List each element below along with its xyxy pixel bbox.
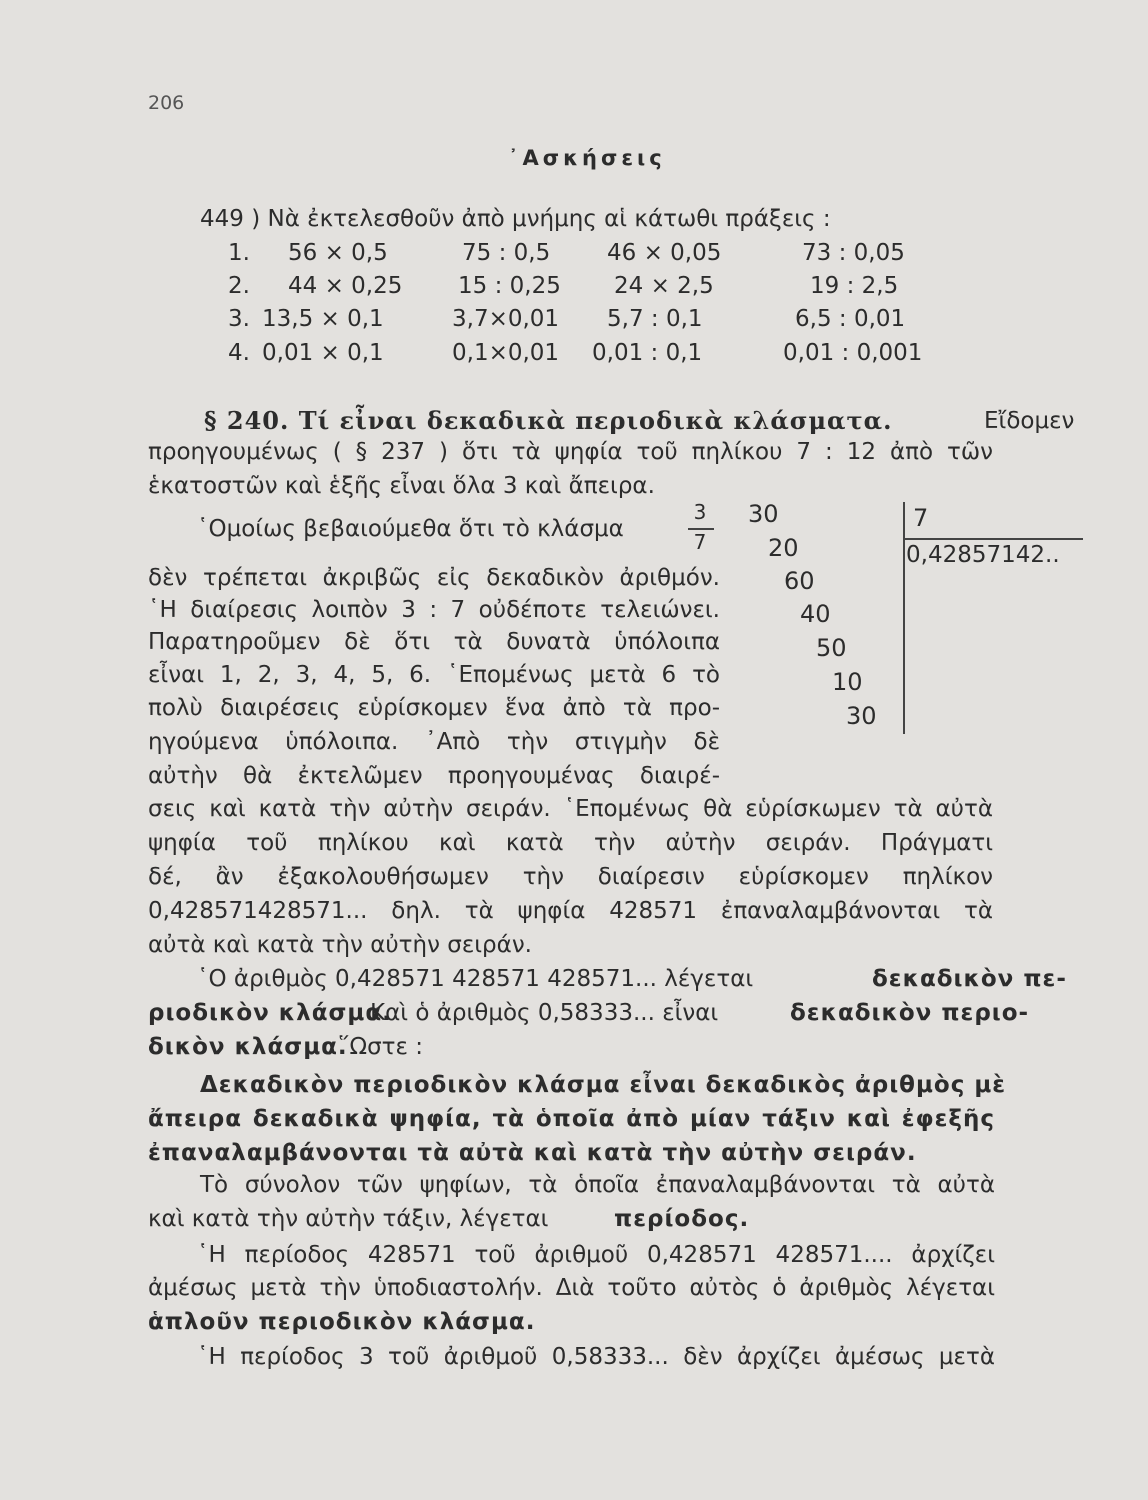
- row-number: 2.: [228, 273, 250, 299]
- text-line: ῾Ομοίως βεβαιούμεθα ὅτι τὸ κλάσμα: [197, 516, 624, 542]
- remainder: 50: [816, 634, 847, 662]
- definition-line: ἐπαναλαμβάνονται τὰ αὐτὰ καὶ κατὰ τὴν αὐτὴν σειράν.: [148, 1140, 917, 1166]
- exercise-item: 3,7×0,01: [452, 306, 560, 332]
- definition-line: ἄπειρα δεκαδικὰ ψηφία, τὰ ὁποῖα ἀπὸ μίαν τάξιν καὶ ἐφεξῆς: [148, 1106, 995, 1132]
- text-line: αὐτὰ καὶ κατὰ τὴν αὐτὴν σειράν.: [148, 932, 532, 958]
- text-line: δὲν τρέπεται ἀκριβῶς εἰς δεκαδικὸν ἀριθμόν.: [148, 565, 720, 591]
- definition-line: Δεκαδικὸν περιοδικὸν κλάσμα εἶναι δεκαδικὸς ἀριθμὸς μὲ: [200, 1072, 1007, 1098]
- quotient: 0,42857142..: [906, 542, 1060, 568]
- exercise-item: 0,01 : 0,001: [783, 340, 923, 366]
- bold-term: δεκαδικὸν πε-: [872, 966, 1067, 992]
- text-line: ηγούμενα ὑπόλοιπα. ᾽Απὸ τὴν στιγμὴν δὲ: [148, 729, 720, 755]
- exercise-item: 13,5 × 0,1: [262, 306, 384, 332]
- text-line: ψηφία τοῦ πηλίκου καὶ κατὰ τὴν αὐτὴν σειράν. Πράγματι: [148, 830, 993, 856]
- text-line: ῾Ο ἀριθμὸς 0,428571 428571 428571... λέγεται: [197, 966, 754, 992]
- remainder: 20: [768, 534, 799, 562]
- exercise-item: 56 × 0,5: [288, 240, 388, 266]
- text-line: εἶναι 1, 2, 3, 4, 5, 6. ῾Επομένως μετὰ 6 τὸ: [148, 662, 720, 688]
- exercise-item: 44 × 0,25: [288, 273, 403, 299]
- text-line: ῾Η διαίρεσις λοιπὸν 3 : 7 οὐδέποτε τελειώνει.: [148, 597, 720, 623]
- bold-term: περίοδος.: [614, 1206, 750, 1232]
- text-line: Παρατηροῦμεν δὲ ὅτι τὰ δυνατὰ ὑπόλοιπα: [148, 629, 720, 655]
- text-line: Εἴδομεν: [984, 408, 1075, 434]
- row-number: 1.: [228, 240, 250, 266]
- text-line: ῾Η περίοδος 428571 τοῦ ἀριθμοῦ 0,428571 428571.... ἀρχίζει: [197, 1242, 995, 1268]
- text-line: Καὶ ὁ ἀριθμὸς 0,58333... εἶναι: [370, 1000, 719, 1026]
- text-line: 0,428571428571... δηλ. τὰ ψηφία 428571 ἐπαναλαμβάνονται τὰ: [148, 898, 993, 924]
- remainder: 60: [784, 567, 815, 595]
- exercise-item: 46 × 0,05: [607, 240, 722, 266]
- text-line: Τὸ σύνολον τῶν ψηφίων, τὰ ὁποῖα ἐπαναλαμβάνονται τὰ αὐτὰ: [200, 1172, 995, 1198]
- text-line: ῾Η περίοδος 3 τοῦ ἀριθμοῦ 0,58333... δὲν ἀρχίζει ἀμέσως μετὰ: [197, 1344, 995, 1370]
- text-line: ἑκατοστῶν καὶ ἑξῆς εἶναι ὅλα 3 καὶ ἄπειρα.: [148, 473, 655, 499]
- text-line: ῞Ωστε :: [338, 1034, 423, 1060]
- exercise-item: 73 : 0,05: [802, 240, 905, 266]
- exercise-item: 19 : 2,5: [810, 273, 899, 299]
- exercise-item: 6,5 : 0,01: [795, 306, 906, 332]
- bold-term: ριοδικὸν κλάσμα.: [148, 1000, 392, 1026]
- remainder: 30: [748, 500, 779, 528]
- remainder: 40: [800, 600, 831, 628]
- exercise-item: 15 : 0,25: [458, 273, 561, 299]
- fraction-denominator: 7: [693, 530, 707, 554]
- divisor: 7: [913, 504, 929, 532]
- text-line: δέ, ἂν ἐξακολουθήσωμεν τὴν διαίρεσιν εὑρίσκομεν πηλίκον: [148, 864, 993, 890]
- page-number: 206: [148, 92, 185, 114]
- fraction-numerator: 3: [693, 500, 707, 524]
- section-title: § 240. Τί εἶναι δεκαδικὰ περιοδικὰ κλάσματα.: [204, 406, 893, 435]
- exercise-item: 0,01 × 0,1: [262, 340, 384, 366]
- row-number: 4.: [228, 340, 250, 366]
- text-line: σεις καὶ κατὰ τὴν αὐτὴν σειράν. ῾Επομένως θὰ εὑρίσκωμεν τὰ αὐτὰ: [148, 796, 993, 822]
- row-number: 3.: [228, 306, 250, 332]
- division-horizontal-line: [903, 538, 1083, 540]
- division-vertical-line: [903, 502, 905, 734]
- remainder: 10: [832, 668, 863, 696]
- exercise-item: 0,1×0,01: [452, 340, 560, 366]
- bold-term: ἁπλοῦν περιοδικὸν κλάσμα.: [148, 1309, 536, 1335]
- remainder: 30: [846, 702, 877, 730]
- exercise-intro: 449 ) Νὰ ἐκτελεσθοῦν ἀπὸ μνήμης αἱ κάτωθι πράξεις :: [200, 206, 831, 232]
- text-line: ἀμέσως μετὰ τὴν ὑποδιαστολήν. Διὰ τοῦτο αὐτὸς ὁ ἀριθμὸς λέγεται: [148, 1275, 995, 1301]
- bold-term: δεκαδικὸν περιο-: [790, 1000, 1030, 1026]
- text-line: πολὺ διαιρέσεις εὑρίσκομεν ἕνα ἀπὸ τὰ προ-: [148, 695, 720, 721]
- bold-term: δικὸν κλάσμα.: [148, 1034, 348, 1060]
- exercise-item: 5,7 : 0,1: [607, 306, 703, 332]
- exercise-item: 24 × 2,5: [614, 273, 714, 299]
- text-line: αὐτὴν θὰ ἐκτελῶμεν προηγουμένας διαιρέ-: [148, 763, 720, 789]
- page-heading: ᾽Ασκήσεις: [508, 146, 666, 170]
- exercise-item: 75 : 0,5: [462, 240, 551, 266]
- exercise-item: 0,01 : 0,1: [592, 340, 703, 366]
- text-line: καὶ κατὰ τὴν αὐτὴν τάξιν, λέγεται: [148, 1206, 549, 1232]
- text-line: προηγουμένως ( § 237 ) ὅτι τὰ ψηφία τοῦ πηλίκου 7 : 12 ἀπὸ τῶν: [148, 439, 993, 465]
